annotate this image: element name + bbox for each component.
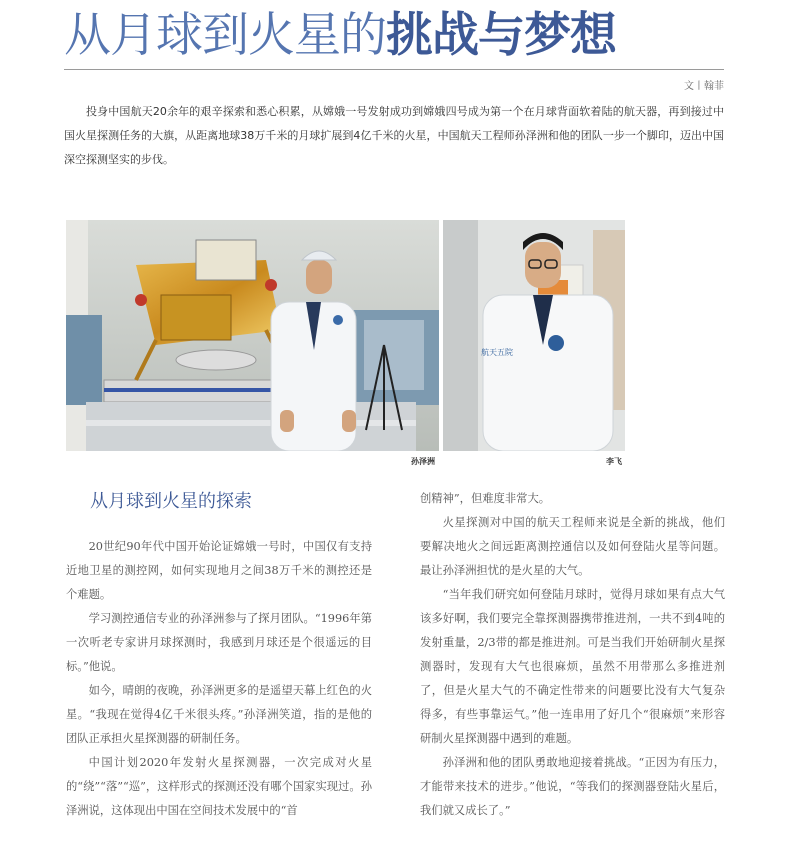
right-paragraph: 火星探测对中国的航天工程师来说是全新的挑战，他们要解决地火之间远距离测控通信以及如何登陆火星等问题。最让孙泽洲担忧的是火星的大气。 bbox=[420, 516, 725, 577]
right-continuation: 创精神”，但难度非常大。 bbox=[420, 492, 551, 505]
left-paragraph: 如今，晴朗的夜晚，孙泽洲更多的是遥望天幕上红色的火星。“我现在觉得4亿千米很头疼。”孙泽洲笑道，指的是他的团队正承担火星探测器的研制任务。 bbox=[66, 684, 372, 745]
intro-paragraph: 投身中国航天20余年的艰辛探索和悉心积累，从嫦娥一号发射成功到嫦娥四号成为第一个在月球背面软着陆的航天器，再到接过中国火星探测任务的大旗，从距离地球38万千米的月球扩展到4亿千米的火星，中国航天工程师孙泽洲和他的团队一步一个脚印，迈出中国深空探测坚实的步伐。 bbox=[64, 105, 724, 166]
photo-sun-zezhou bbox=[66, 220, 439, 451]
left-paragraph: 学习测控通信专业的孙泽洲参与了探月团队。“1996年第一次听老专家讲月球探测时，我感到月球还是个很遥远的目标。”他说。 bbox=[66, 612, 372, 673]
badge-text: 航天五院 bbox=[481, 348, 513, 357]
left-paragraph: 20世纪90年代中国开始论证嫦娥一号时，中国仅有支持近地卫星的测控网，如何实现地月之间38万千米的测控还是个难题。 bbox=[66, 540, 372, 601]
photo-li-fei bbox=[443, 220, 625, 451]
section-heading: 从月球到火星的探索 bbox=[90, 491, 252, 512]
title-light: 从月球到火星的 bbox=[64, 8, 386, 63]
caption-sun-zezhou: 孙泽洲 bbox=[411, 457, 435, 466]
title-bold: 挑战与梦想 bbox=[386, 8, 616, 63]
author-byline: 文丨翰菲 bbox=[684, 81, 724, 92]
right-column bbox=[420, 487, 725, 823]
left-column bbox=[66, 535, 372, 823]
right-paragraph: 孙泽洲和他的团队勇敢地迎接着挑战。“正因为有压力，才能带来技术的进步。”他说，“等我们的探测器登陆火星后，我们就又成长了。” bbox=[420, 756, 725, 817]
right-paragraph: “当年我们研究如何登陆月球时，觉得月球如果有点大气该多好啊，我们要完全靠探测器携带推进剂，一共不到4吨的发射重量，2/3带的都是推进剂。可是当我们开始研制火星探测器时，发现有大气也很麻烦，虽然不用带那么多推进剂了，但是火星大气的不确定性带来的问题要比没有大气复杂得多，有些事靠运气。”他一连串用了好几个“很麻烦”来形容研制火星探测器中遇到的难题。 bbox=[420, 588, 725, 745]
photo-li-fei-illustration bbox=[443, 220, 625, 451]
left-paragraph: 中国计划2020年发射火星探测器，一次完成对火星的“绕”“落”“巡”，这样形式的探测还没有哪个国家实现过。孙泽洲说，这体现出中国在空间技术发展中的“首 bbox=[66, 756, 372, 817]
photo-sun-zezhou-illustration bbox=[66, 220, 439, 451]
caption-li-fei: 李飞 bbox=[606, 457, 622, 466]
title-rule bbox=[64, 69, 724, 70]
page-title bbox=[64, 6, 616, 66]
